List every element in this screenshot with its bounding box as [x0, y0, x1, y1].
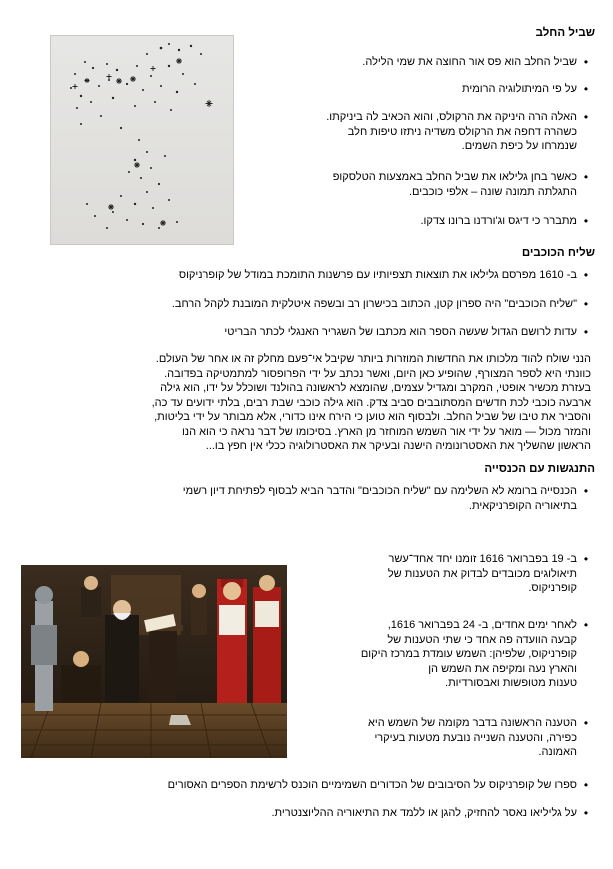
bullet-text-line: קבעה הוועדה פה אחד כי שתי הטענות של [387, 633, 577, 646]
bullet-text-line: על פי המיתולוגיה הרומית [461, 83, 577, 95]
bullet-text-line: קופרניקוס. [528, 582, 577, 594]
bullet-text-line: ב- 19 בפברואר 1616 זומנו יחד אחד־עשר [388, 553, 577, 565]
bullet-glyph: • [583, 110, 589, 124]
bullet-text-line: התגלתה תמונה שונה – אלפי כוכבים. [409, 185, 577, 198]
bullet-telescope-observation [333, 170, 595, 199]
bullet-text-line: תיאולוגים מכובדים לבדוק את הטענות של [387, 567, 577, 580]
bullet-text-line: כאשר בחן גלילאו את שביל החלב באמצעות הטלסקופ [332, 171, 577, 183]
bullet-text-line: כפירה, והטענה השנייה נובעת מטעות בעיקרי [374, 731, 577, 744]
bullet-text-line: מתברר כי דיגס וג'ורדנו ברונו צדקו. [420, 215, 577, 227]
bullet-text-line: לאחר ימים אחדים, ב- 24 בפברואר 1616, [387, 619, 577, 631]
star-map-image [50, 35, 234, 245]
bullet-feb-24-1616 [361, 618, 595, 691]
bullet-banned-books [168, 778, 595, 793]
bullet-ambassador-letter [224, 325, 595, 340]
bullet-small-book [172, 297, 595, 312]
paragraph-line: הראשון שהשליך את האסטרונומיה הישנה ובעיקר את האסטרולוגיה ככלי אין חפץ בו... [205, 440, 591, 452]
bullet-glyph: • [583, 170, 589, 184]
bullet-1610-publication [179, 268, 595, 283]
bullet-milky-way-definition [362, 55, 595, 70]
bullet-feb-19-1616 [388, 552, 595, 596]
star-map-drawing [51, 36, 233, 244]
bullet-glyph: • [583, 214, 589, 228]
bullet-text-line: הטענה הראשונה בדבר מקומה של השמש היא [367, 717, 577, 729]
bullet-glyph: • [583, 325, 589, 339]
ambassador-quote-paragraph [71, 352, 591, 454]
galileo-trial-painting [21, 565, 287, 758]
bullet-heresy-claim [368, 716, 595, 760]
bullet-text-line: האמונה. [538, 746, 577, 758]
paragraph-line: הנני שולח להוד מלכותו את החדשות המוזרות ביותר שקיבל אי־פעם מחלק זה או אחר של העולם. [155, 353, 591, 365]
bullet-text-line: "שליח הכוכבים" היה ספרון קטן, הכתוב בכישרון רב ובשפה איטלקית המובנת לקהל הרחב. [171, 298, 577, 310]
bullet-text-line: והארץ נעה ומקיפה את השמש הן [428, 662, 577, 675]
bullet-text-line: ספרו של קופרניקוס על הסיבובים של הכדורים השמימיים הוכנס לרשימת הספרים האסורים [167, 779, 577, 791]
bullet-text-line: על גליליאו נאסר להחזיק, להגן או ללמד את התיאוריה ההליוצנטרית. [271, 807, 577, 819]
bullet-glyph: • [583, 716, 589, 730]
bullet-glyph: • [583, 297, 589, 311]
bullet-glyph: • [583, 552, 589, 566]
paragraph-line: ארבעה כוכבי לכת חדשים המסתובבים סביב צדק. הוא גילה כוכבי שבת רבים, בלתי ידועים עד כה, [151, 396, 591, 409]
bullet-text-line: הכנסייה ברומא לא השלימה עם "שליח הכוכבים" והדבר הביא לבסוף לפתיחת דיון רשמי [182, 485, 577, 497]
bullet-text-line: בתיאוריה הקופרניקאית. [468, 499, 577, 512]
section-title-starry-messenger: שליח הכוכבים [521, 247, 595, 259]
bullet-church-rejection [183, 484, 595, 513]
bullet-hera-hercules [326, 110, 595, 154]
bullet-text-line: ב- 1610 מפרסם גלילאו את תוצאות תצפיותיו עם פרשנות התומכת במודל של קופרניקוס [178, 269, 577, 281]
bullet-text-line: עדות לרושם הגדול שעשה הספר הוא מכתבו של השגריר האנגלי לכתר הבריטי [224, 326, 577, 338]
bullet-glyph: • [583, 55, 589, 69]
bullet-galileo-forbidden [272, 806, 596, 821]
paragraph-line: והמזר מכול — מואר על ידי אור השמש המוחזר מן הארץ. בסיכומו של דבר נראה כי הוא הנו [181, 425, 591, 438]
bullet-glyph: • [583, 82, 589, 96]
bullet-text-line: שביל החלב הוא פס אור החוצה את שמי הלילה. [362, 56, 577, 68]
galileo-trial-illustration [21, 565, 287, 758]
bullet-digges-bruno [420, 214, 595, 229]
paragraph-line: כוונתי היא לספר המצורף, שהופיע כאן היום, ואשר נכתב על ידי הפרופסור למתמטיקה בפדובה. [164, 367, 591, 380]
bullet-text-line: קופרניקוס, שלפיהן: השמש עומדת במרכז היקום [360, 648, 577, 660]
section-title-milky-way: שביל החלב [535, 27, 595, 39]
bullet-glyph: • [583, 484, 589, 498]
bullet-roman-mythology [462, 82, 595, 97]
bullet-text-line: טענות מטופשות ואבסורדיות. [445, 677, 577, 689]
bullet-glyph: • [583, 806, 589, 820]
paragraph-line: והסביר את טיבו של שביל החלב. ולבסוף הוא טוען כי הירח אינו כדורי, אלא מבותר על ידי בליטות, [154, 411, 591, 423]
paragraph-line: בעזרת מכשיר אופטי, המקרב ומגדיל עצמים, שהומצא לראשונה בהולנד ושוכלל על ידו, הוא גילה [160, 382, 591, 394]
bullet-text-line: האלה הרה היניקה את הרקולס, והוא הכאיב לה ביניקתו. [326, 111, 577, 123]
bullet-glyph: • [583, 618, 589, 632]
bullet-glyph: • [583, 268, 589, 282]
bullet-text-line: שנמרחו על כיפת השמים. [461, 140, 577, 152]
bullet-glyph: • [583, 778, 589, 792]
bullet-text-line: כשהרה דחפה את הרקולס משדיה ניתזו טיפות חלב [347, 125, 577, 138]
section-title-church-conflict: התנגשות עם הכנסייה [484, 463, 595, 475]
